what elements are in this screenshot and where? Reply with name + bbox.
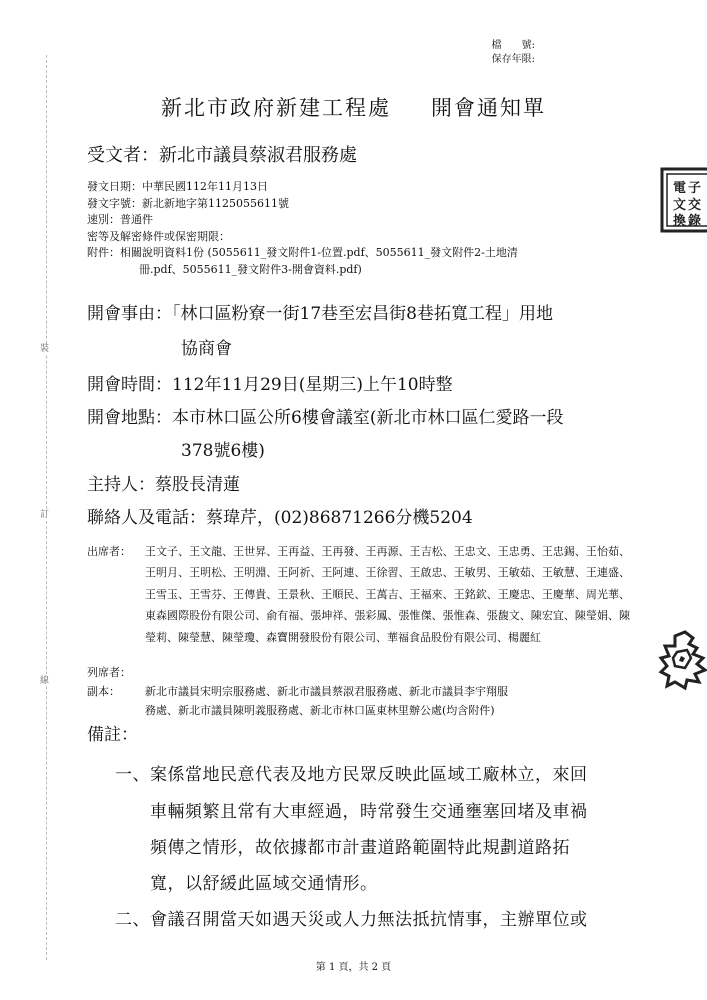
meeting-place: 開會地點：本市林口區公所6樓會議室(新北市林口區仁愛路一段: [87, 408, 564, 428]
attendees-list: 王文子、王文龍、王世昇、王再益、王再發、王再源、王吉松、王忠文、王忠勇、王忠錫、王怡茹、王明月、王明松、王明淵、王阿祈、王阿連、王徐習、王啟忠、王敏男、王敏茹、王敏慧、王連盛、王雪玉、王雪芬、王傳貴、王景秋、王順民、王萬吉、王福來、王銘欽、王慶忠、王慶華、周光華、東森國際股份有限公司、俞有福、張坤祥、張彩鳳、張惟傑、張惟森、張馥文、陳宏宜、陳瑩娟、陳瑩莉、陳瑩慧、陳瑩瓊、森寶開發股份有限公司、華福食品股份有限公司、楊麗紅: [145, 545, 630, 644]
svg-text:子: 子: [688, 181, 702, 196]
title-org: 新北市政府新建工程處: [161, 96, 391, 120]
svg-text:換: 換: [673, 214, 687, 229]
meeting-place-cont: 378號6樓): [181, 441, 265, 461]
meeting-time: 開會時間：112年11月29日(星期三)上午10時整: [87, 375, 453, 395]
retention-label: 保存年限:: [491, 54, 535, 65]
contact-info: 聯絡人及電話：蔡瑋芹，(02)86871266分機5204: [87, 508, 473, 528]
note-item-1-cont: 車輛頻繁且常有大車經過，時常發生交通壅塞回堵及車禍: [150, 802, 588, 822]
electronic-exchange-seal: [658, 165, 707, 235]
issue-date: 發文日期：中華民國112年11月13日: [87, 180, 268, 193]
recipient: 受文者：新北市議員蔡淑君服務處: [87, 145, 357, 166]
document-number: 發文字號：新北新地字第1125055611號: [87, 196, 289, 210]
note-item-2: 二、會議召開當天如遇天災或人力無法抵抗情事，主辦單位或: [115, 910, 588, 930]
binding-mark: 線: [40, 676, 50, 686]
binding-line: [46, 55, 47, 960]
copies-list-cont: 務處、新北市議員陳明義服務處、新北市林口區東林里辦公處(均含附件): [145, 704, 495, 717]
observers-label: 列席者：: [87, 666, 131, 679]
notes-title: 備註：: [87, 725, 138, 745]
note-item-1: 一、案係當地民意代表及地方民眾反映此區域工廠林立，來回: [115, 765, 588, 785]
svg-text:電: 電: [673, 181, 687, 196]
seal-stamp-icon: [657, 628, 707, 692]
document-meta: [87, 179, 627, 278]
svg-text:文: 文: [673, 198, 687, 213]
page-footer: 第 1 頁，共 2 頁: [315, 962, 392, 973]
binding-mark: 裝: [40, 344, 50, 354]
svg-text:錄: 錄: [688, 214, 702, 229]
distribution: [87, 663, 508, 720]
attachments: 附件：相關說明資料1份 (5055611_發文附件1-位置.pdf、5055611_發文附件2-土地清: [87, 246, 518, 259]
copies-label: 副本：: [87, 685, 120, 698]
note-item-1-cont: 寬，以舒緩此區域交通情形。: [150, 874, 378, 894]
classification: 密等及解密條件或保密期限：: [87, 229, 230, 243]
copies-list: 新北市議員宋明宗服務處、新北市議員蔡淑君服務處、新北市議員李宇翔服: [145, 685, 508, 698]
meeting-chair: 主持人：蔡股長清蓮: [87, 475, 240, 495]
header-meta: [492, 39, 535, 67]
title-doc-type: 開會通知單: [431, 96, 546, 120]
svg-text:交: 交: [688, 198, 702, 213]
page-title: [0, 92, 707, 122]
attachments-cont: 冊.pdf、5055611_發文附件3-開會資料.pdf): [139, 262, 362, 276]
binding-mark: 訂: [40, 510, 50, 520]
meeting-subject: 開會事由：「林口區粉寮一街17巷至宏昌街8巷拓寬工程」用地: [87, 304, 553, 324]
attendees-label: 出席者：: [87, 545, 131, 558]
archive-number-label: 檔 號:: [491, 40, 535, 51]
delivery-speed: 速別：普通件: [87, 213, 153, 226]
meeting-subject-cont: 協商會: [181, 339, 232, 359]
note-item-1-cont: 頻傳之情形，故依據都市計畫道路範圍特此規劃道路拓: [150, 838, 570, 858]
